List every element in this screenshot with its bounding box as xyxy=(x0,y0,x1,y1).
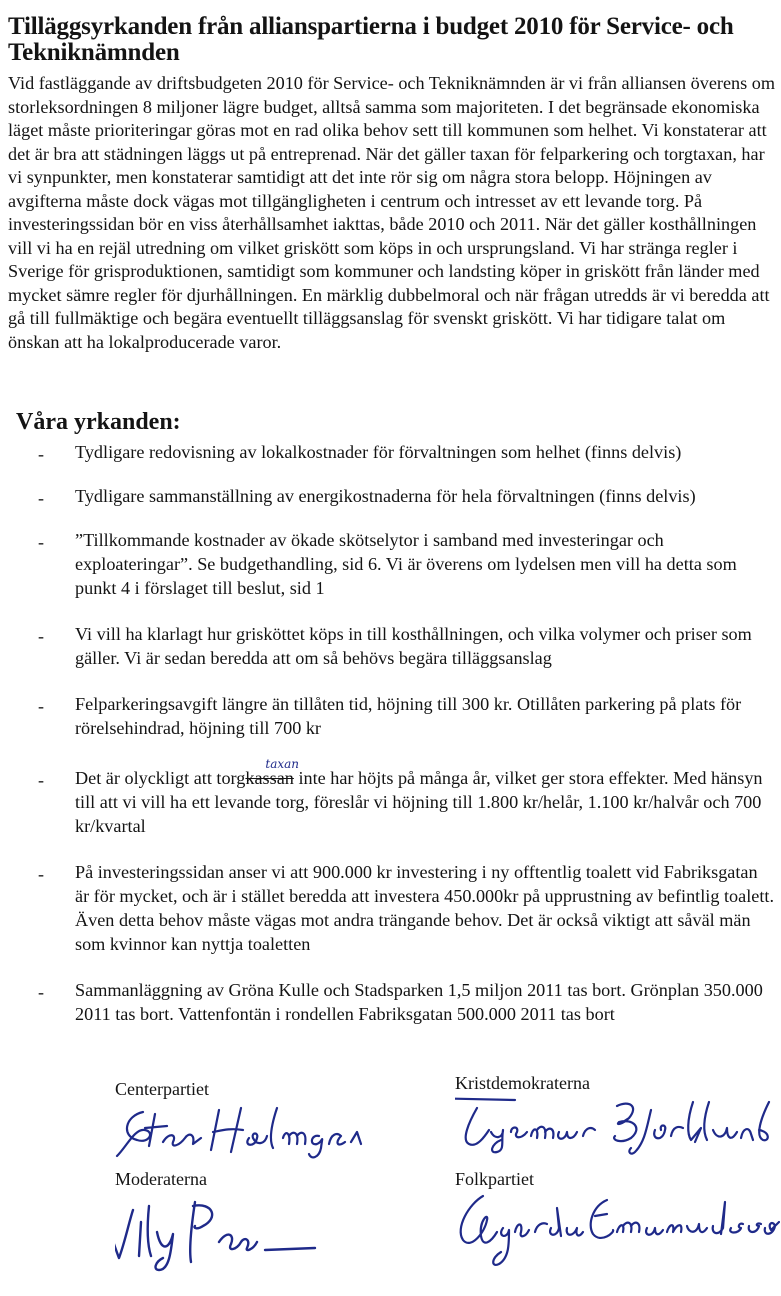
inserted-word: taxan xyxy=(265,757,300,771)
struck-word: kassan xyxy=(245,768,294,788)
party-name: Moderaterna xyxy=(115,1169,207,1189)
demand-text: Det är olyckligt att torg taxan kassan inte har höjts på många år, vilket ger stora effekter. Med hänsyn till att vi vill ha ett levande torg, föreslår vi höjning till 1.800 kr/helår, 1.100 kr/halvår och 700 kr/kvartal xyxy=(75,766,775,838)
bullet-dash: - xyxy=(38,488,44,508)
demands-heading: Våra yrkanden: xyxy=(16,409,181,435)
handwritten-signature xyxy=(115,1192,355,1272)
handwritten-signature xyxy=(455,1192,780,1272)
bullet-dash: - xyxy=(38,696,44,716)
demand-text: ”Tillkommande kostnader av ökade skötselytor i samband med investeringar och exploateringar”. Se budgethandling, sid 6. Vi är överens om lydelsen men vill ha detta som punkt 4 i förslaget till beslut, sid 1 xyxy=(75,530,737,598)
demand-text: Vi vill ha klarlagt hur grisköttet köps in till kosthållningen, och vilka volymer och priser som gäller. Vi är sedan beredda att om så behövs begära tilläggsanslag xyxy=(75,624,752,668)
signature-block-kristdemokraterna xyxy=(455,1072,781,1182)
intro-paragraph: Vid fastläggande av driftsbudgeten 2010 för Service- och Tekniknämnden är vi från alliansen överens om storleksordningen 8 miljoner lägre budget, alltså samma som majoriteten. I det begränsade ekonomiska läget måste prioriteringar göras mot en rad olika behov sett till kommunen som helhet. Vi konstaterar att det är bra att städningen läggs ut på entreprenad. När det gäller taxan för felparkering och torgtaxan, har vi synpunkter, men konstaterar samtidigt att det inte rör sig om några stora belopp. Höjningen av avgifterna måste dock vägas mot tillgängligheten i centrum och intresset av ett levande torg. På investeringssidan bör en viss återhållsamhet iakttas, både 2010 och 2011. När det gäller kosthållningen vill vi ha en rejäl utredning om vilket griskött som köps in och ursprungsland. Vi har stränga regler i Sverige för grisproduktionen, samtidigt som kommuner och landsting köper in griskött från länder med mycket sämre regler för djurhållningen. En märklig dubbelmoral och när frågan utredds är vi beredda att gå till fullmäktige och begära eventuellt tilläggsanslag för svenskt griskött. Vi har tidigare talat om önskan att ha lokalproducerade varor. xyxy=(8,73,775,352)
demand-text: Tydligare sammanställning av energikostnaderna för hela förvaltningen (finns delvis) xyxy=(75,486,696,506)
signature-block-folkpartiet xyxy=(455,1168,781,1278)
party-name: Kristdemokraterna xyxy=(455,1073,590,1093)
party-name: Folkpartiet xyxy=(455,1169,534,1189)
bullet-dash: - xyxy=(38,626,44,646)
demand-text: På investeringssidan anser vi att 900.000 kr investering i ny offtentlig toalett vid Fabriksgatan är för mycket, och är i stället beredda att investera 450.000kr på upprustning av befintlig toalett. Även detta behov måste vägas mot andra trängande behov. Det är också viktigt att såväl män som kvinnor kan nyttja toaletten xyxy=(75,862,774,954)
document-title: Tilläggsyrkanden från allianspartierna i budget 2010 för Service- och Tekniknämnden xyxy=(8,13,734,66)
handwritten-correction xyxy=(245,757,300,788)
handwritten-signature xyxy=(455,1096,775,1158)
bullet-dash: - xyxy=(38,444,44,464)
demand-text: Tydligare redovisning av lokalkostnader för förvaltningen som helhet (finns delvis) xyxy=(75,442,682,462)
demand-text: Sammanläggning av Gröna Kulle och Stadsparken 1,5 miljon 2011 tas bort. Grönplan 350.000 2011 tas bort. Vattenfontän i rondellen Fabriksgatan 500.000 2011 tas bort xyxy=(75,980,763,1024)
party-name: Centerpartiet xyxy=(115,1079,209,1099)
demand-text: Felparkeringsavgift längre än tillåten tid, höjning till 300 kr. Otillåten parkering på plats för rörelsehindrad, höjning till 700 kr xyxy=(75,694,742,738)
handwritten-signature xyxy=(115,1102,365,1162)
bullet-dash: - xyxy=(38,532,44,552)
bullet-dash: - xyxy=(38,982,44,1002)
bullet-dash: - xyxy=(38,864,44,884)
bullet-dash: - xyxy=(38,770,44,790)
signature-block-moderaterna xyxy=(115,1168,455,1278)
